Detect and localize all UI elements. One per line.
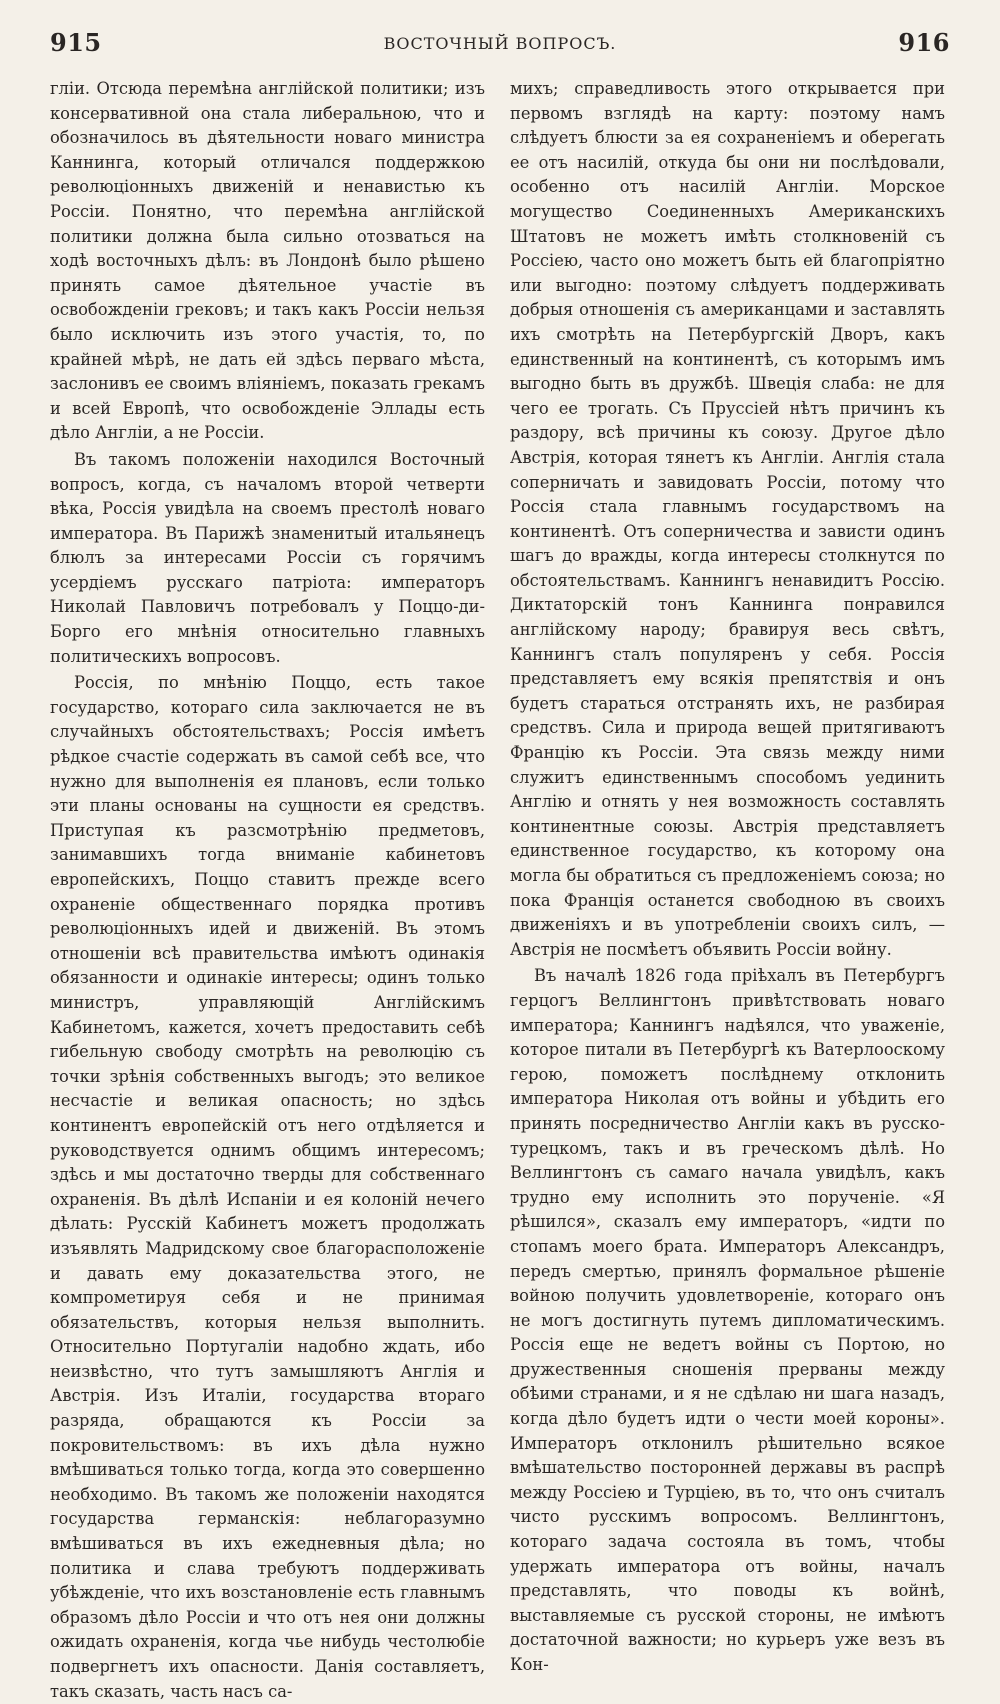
paragraph: михъ; справедливость этого открывается при первомъ взглядѣ на карту: поэтому намъ слѣдуетъ блюсти за ея сохраненіемъ и оберегать ее отъ насилій, откуда бы они ни послѣдовали, особенно отъ насилій Англіи. Морское могущество Соединенныхъ Американскихъ Штатовъ не можетъ имѣть столкновеній съ Россіею, часто оно можетъ быть ей благопріятно или выгодно: поэтому слѣдуетъ поддерживать добрыя отношенія съ американцами и заставлять ихъ смотрѣть на Петербургскій Дворъ, какъ единственный на континентѣ, съ которымъ имъ выгодно быть въ дружбѣ. Швеція слаба: не для чего ее трогать. Съ Пруссіей нѣтъ причинъ къ раздору, всѣ причины къ союзу. Другое дѣло Австрія, которая тянетъ къ Англіи. Англія стала соперничать и завидовать Россіи, потому что Россія стала главнымъ государствомъ на континентѣ. Отъ соперничества и зависти одинъ шагъ до вражды, когда интересы столкнутся по обстоятельствамъ. Каннингъ ненавидитъ Россію. Диктаторскій тонъ Каннинга понравился англійскому народу; бравируя весь свѣтъ, Каннингъ сталъ популяренъ у себя. Россія представляетъ ему всякія препятствія и онъ будетъ стараться отстранять ихъ, не разбирая средствъ. Сила и природа вещей притягиваютъ Францію къ Россіи. Эта связь между ними служитъ единственнымъ способомъ уединить Англію и отнять у нея возможность составлять континентные союзы. Австрія представляетъ единственное государство, къ которому она могла бы обратиться съ предложеніемъ союза; но пока Франція останется свободною въ своихъ движеніяхъ и въ употребленіи своихъ силъ, — Австрія не посмѣетъ объявить Россіи войну. (510, 79, 945, 959)
running-title: ВОСТОЧНЫЙ ВОПРОСЪ. (383, 34, 617, 53)
page-header (50, 28, 950, 68)
paragraph: гліи. Отсюда перемѣна англійской политики; изъ консервативной она стала либеральною, что и обозначилось въ дѣятельности новаго министра Каннинга, который отличался поддержкою революціонныхъ движеній и ненавистью къ Россіи. Понятно, что перемѣна англійской политики должна была сильно отозваться на ходѣ восточныхъ дѣлъ: въ Лондонѣ было рѣшено принять самое дѣятельное участіе въ освобожденіи грековъ; и такъ какъ Россіи нельзя было исключить изъ этого участія, то, по крайней мѣрѣ, не дать ей здѣсь перваго мѣста, заслонивъ ее своимъ вліяніемъ, показать грекамъ и всей Европѣ, что освобожденіе Эллады есть дѣло Англіи, а не Россіи. (50, 79, 485, 443)
right-column (510, 77, 945, 1678)
left-column (50, 77, 485, 1704)
paragraph: Въ такомъ положеніи находился Восточный вопросъ, когда, съ началомъ второй четверти вѣка, Россія увидѣла на своемъ престолѣ новаго императора. Въ Парижѣ знаменитый итальянецъ блюлъ за интересами Россіи съ горячимъ усердіемъ русскаго патріота: императоръ Николай Павловичъ потребовалъ у Поццо-ди-Борго его мнѣнія относительно главныхъ политическихъ вопросовъ. (50, 449, 485, 666)
paragraph: Въ началѣ 1826 года пріѣхалъ въ Петербургъ герцогъ Веллингтонъ привѣтствовать новаго императора; Каннингъ надѣялся, что уваженіе, которое питали въ Петербургѣ къ Ватерлооскому герою, поможетъ послѣднему отклонить императора Николая отъ войны и убѣдить его принять посредничество Англіи какъ въ русско-турецкомъ, такъ и въ греческомъ дѣлѣ. Но Веллингтонъ съ самаго начала увидѣлъ, какъ трудно ему исполнить это порученіе. «Я рѣшился», сказалъ ему императоръ, «идти по стопамъ моего брата. Императоръ Александръ, передъ смертью, принялъ формальное рѣшеніе войною получить удовлетвореніе, котораго онъ не могъ достигнуть путемъ дипломатическимъ. Россія еще не ведетъ войны съ Портою, но дружественныя сношенія прерваны между обѣими странами, и я не сдѣлаю ни шага назадъ, когда дѣло будетъ идти о чести моей короны». Императоръ отклонилъ рѣшительно всякое вмѣшательство посторонней державы въ распрѣ между Россіею и Турціею, въ то, что онъ считалъ чисто русскимъ вопросомъ. Веллингтонъ, котораго задача состояла въ томъ, чтобы удержать императора отъ войны, началъ представлять, что поводы къ войнѣ, выставляемые съ русской стороны, не имѣютъ достаточной важности; но курьеръ уже везъ въ Кон- (510, 966, 945, 1674)
paragraph: Россія, по мнѣнію Поццо, есть такое государство, котораго сила заключается не въ случайныхъ обстоятельствахъ; Россія имѣетъ рѣдкое счастіе содержать въ самой себѣ все, что нужно для выполненія ея плановъ, если только эти планы основаны на сущности ея средствъ. Приступая къ разсмотрѣнію предметовъ, занимавшихъ тогда вниманіе кабинетовъ европейскихъ, Поццо ставитъ прежде всего охраненіе общественнаго порядка противъ революціонныхъ идей и движеній. Въ этомъ отношеніи всѣ правительства имѣютъ одинакія обязанности и одинакіе интересы; одинъ только министръ, управляющій Англійскимъ Кабинетомъ, кажется, хочетъ предоставить себѣ гибельную свободу смотрѣть на революцію съ точки зрѣнія собственныхъ выгодъ; это великое несчастіе и великая опасность; но здѣсь континентъ европейскій отъ него отдѣляется и руководствуется однимъ общимъ интересомъ; здѣсь и мы достаточно тверды для собственнаго охраненія. Въ дѣлѣ Испаніи и ея колоній нечего дѣлать: Русскій Кабинетъ можетъ продолжать изъявлять Мадридскому свое благорасположеніе и давать ему доказательства этого, не компрометируя себя и не принимая обязательствъ, которыя нельзя выполнить. Относительно Португаліи надобно ждать, ибо неизвѣстно, что тутъ замышляютъ Англія и Австрія. Изъ Италіи, государства втораго разряда, обращаются къ Россіи за покровительствомъ: въ ихъ дѣла нужно вмѣшиваться только тогда, когда это совершенно необходимо. Въ такомъ же положеніи находятся государства германскія: неблагоразумно вмѣшиваться въ ихъ ежедневныя дѣла; но политика и слава требуютъ поддерживать убѣжденіе, что ихъ возстановленіе есть главнымъ образомъ дѣло Россіи и что отъ нея они должны ожидать охраненія, когда чье нибудь честолюбіе подвергнетъ ихъ опасности. Данія составляетъ, такъ сказать, часть насъ са- (50, 673, 485, 1701)
page-number-right: 916 (898, 28, 950, 57)
page-number-left: 915 (50, 28, 102, 57)
